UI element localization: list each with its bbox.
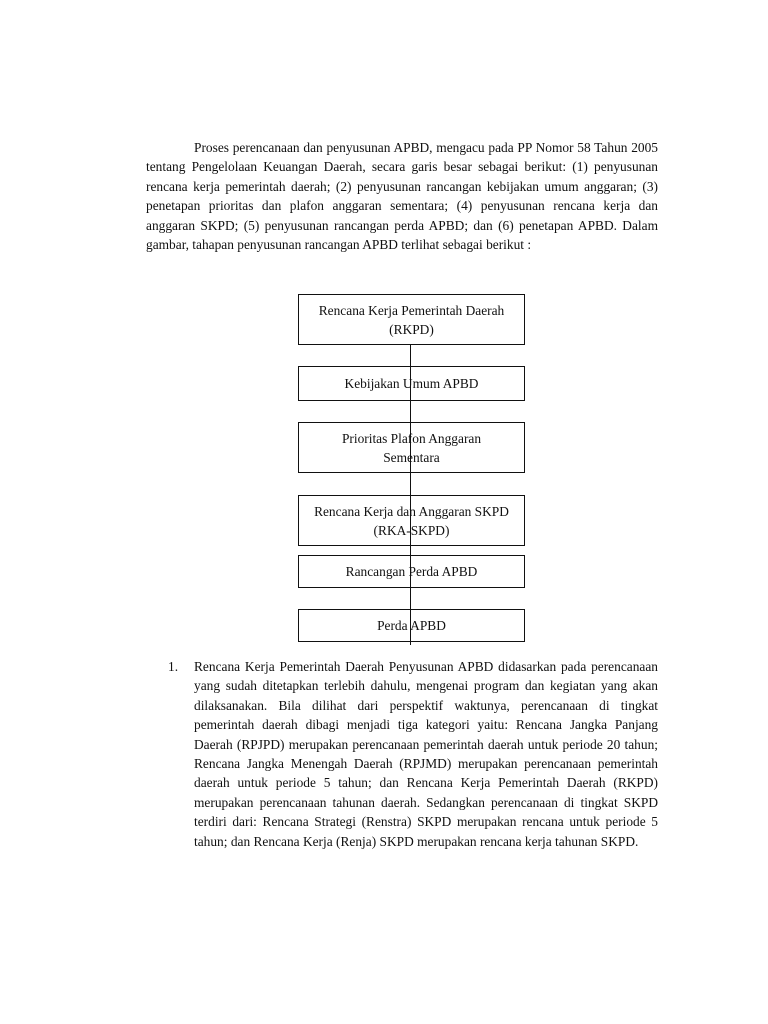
flow-box-prioritas-plafon: [298, 422, 525, 473]
list-item: [168, 657, 658, 851]
flow-box-perda-apbd: [298, 609, 525, 642]
intro-paragraph: Proses perencanaan dan penyusunan APBD, mengacu pada PP Nomor 58 Tahun 2005 tentang Pengelolaan Keuangan Daerah, secara garis besar sebagai berikut: (1) penyusunan rencana kerja pemerintah daerah; (2) penyusunan rancangan kebijakan umum anggaran; (3) penetapan prioritas dan plafon anggaran sementara; (4) penyusunan rencana kerja dan anggaran SKPD; (5) penyusunan rancangan perda APBD; dan (6) penetapan APBD. Dalam gambar, tahapan penyusunan rancangan APBD terlihat sebagai berikut :: [146, 140, 658, 253]
flow-box-label: Perda APBD: [377, 618, 446, 633]
flow-box-kebijakan-umum: [298, 366, 525, 401]
flow-box-label: Rancangan Perda APBD: [345, 564, 478, 579]
flow-box-label: Rencana Kerja Pemerintah Daerah (RKPD): [318, 302, 505, 337]
list-item-number: 1.: [168, 659, 179, 674]
list-item-text: Rencana Kerja Pemerintah Daerah Penyusunan APBD didasarkan pada perencanaan yang sudah ditetapkan terlebih dahulu, mengenai program dan kegiatan yang akan dilaksanakan. Bila dilihat dari perspektif waktunya, perencanaan di tingkat pemerintah daerah dibagi menjadi tiga kategori yaitu: Rencana Jangka Panjang Daerah (RPJPD) merupakan perencanaan pemerintah daerah untuk periode 20 tahun; Rencana Jangka Menengah Daerah (RPJMD) merupakan perencanaan pemerintah daerah untuk periode 5 tahun; dan Rencana Kerja Pemerintah Daerah (RKPD) merupakan perencanaan tahunan daerah. Sedangkan perencanaan di tingkat SKPD terdiri dari: Rencana Strategi (Renstra) SKPD merupakan rencana untuk periode 5 tahun; dan Rencana Kerja (Renja) SKPD merupakan rencana kerja tahunan SKPD.: [194, 659, 658, 849]
flow-box-label: Rencana Kerja dan Anggaran SKPD (RKA-SKPD): [314, 503, 509, 538]
flow-box-label: Kebijakan Umum APBD: [344, 376, 479, 391]
flow-box-rkpd: [298, 294, 525, 345]
flow-box-rka-skpd: [298, 495, 525, 546]
flow-box-rancangan-perda: [298, 555, 525, 588]
numbered-list: [168, 657, 658, 851]
flow-box-label: Prioritas Plafon Anggaran Sementara: [341, 430, 482, 465]
